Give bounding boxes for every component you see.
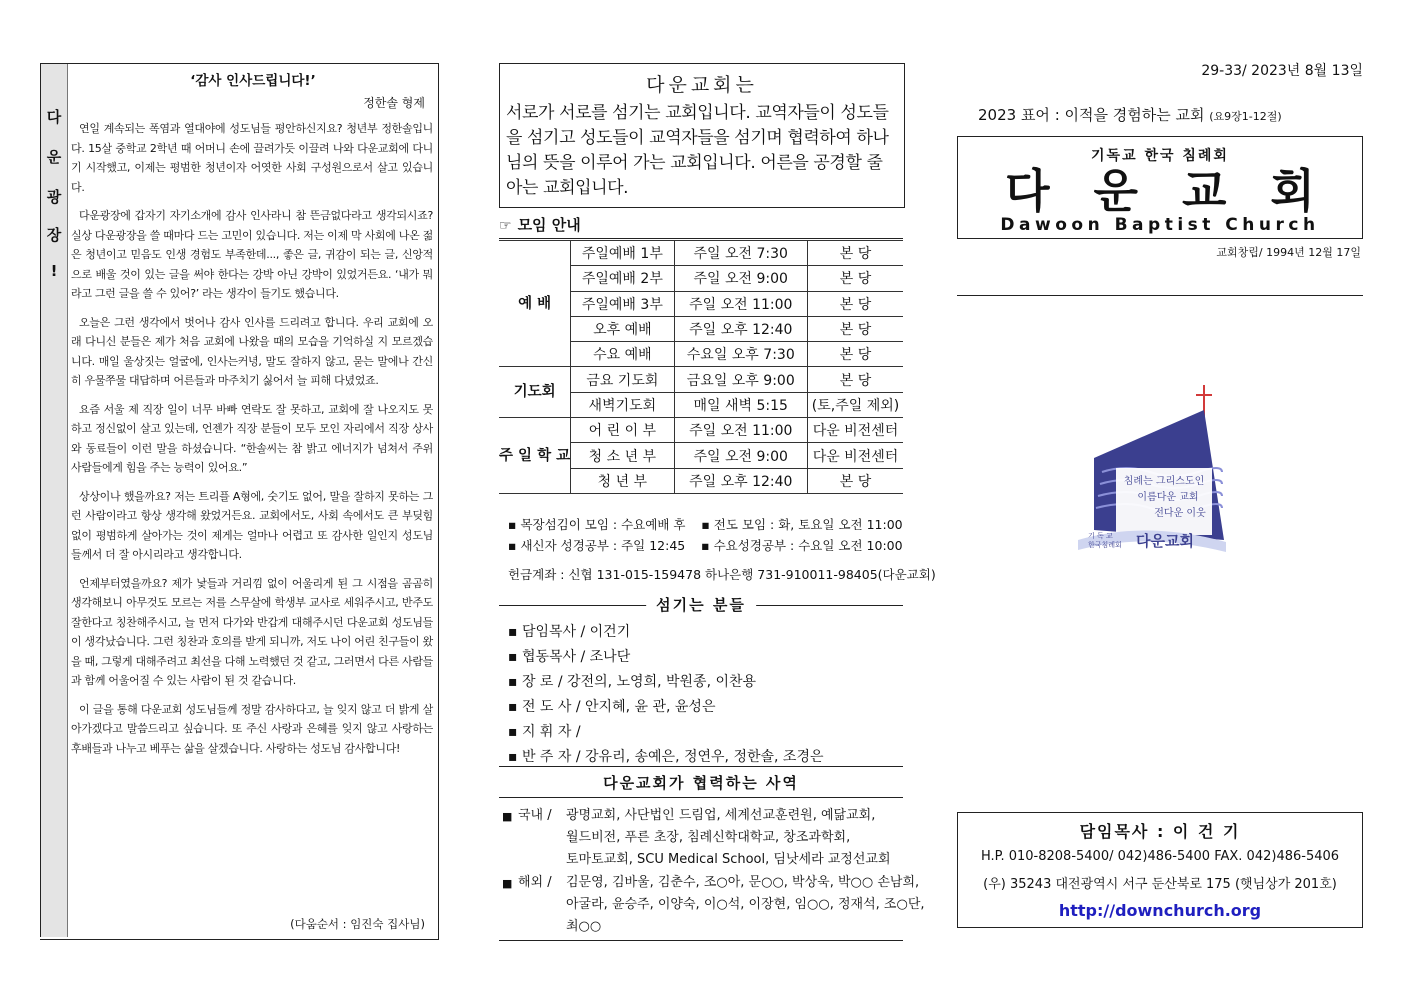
side-label-char: 다 (46, 108, 62, 126)
table-cell: 청 소 년 부 (571, 443, 674, 468)
table-cell: 주일 오전 9:00 (674, 443, 807, 468)
table-cell: 금요일 오후 9:00 (674, 367, 807, 392)
divider (957, 295, 1363, 296)
intro-box (499, 63, 905, 208)
table-cell: 어 린 이 부 (571, 418, 674, 443)
coop-overseas-label: 해외 / (518, 875, 552, 890)
contact-box (957, 812, 1363, 928)
table-cell: 금요 기도회 (571, 367, 674, 392)
logo-line: 이름다운 교회 (1137, 492, 1199, 503)
table-cell: 주일 오전 11:00 (674, 291, 807, 316)
group-label-prayer: 기도회 (499, 367, 571, 418)
coop-overseas-list (566, 872, 925, 938)
note-item: ▪ 수요성경공부 : 수요일 오전 10:00 (701, 538, 903, 553)
essay-author: 정한솔 형제 (363, 96, 425, 110)
year-motto (978, 104, 1282, 125)
church-name: 다운교회 (1005, 164, 1359, 218)
motto-text: 2023 표어 : 이적을 경험하는 교회 (978, 106, 1205, 124)
divider (499, 940, 903, 941)
table-cell: 주일 오후 12:40 (674, 316, 807, 341)
list-item: 최○○ (566, 919, 602, 934)
bullet-icon: ■ (502, 877, 513, 890)
essay-paragraph: 오늘은 그런 생각에서 벗어나 감사 인사를 드리려고 합니다. 우리 교회에 오래 다니신 분들은 제가 처음 교회에 나왔을 때의 모습을 기억하실 지 모르겠습니다. 매일 울상짓는 얼굴에, 인사는커녕, 말도 잘하지 않고, 묻는 말에나 간신히 우물쭈물 대답하며 어른들과 마주치기 싫어서 늘 피해 다녔었죠. (71, 315, 433, 387)
meeting-notes (508, 514, 903, 556)
notes-row (508, 514, 903, 535)
motto-reference: (요9장1-12절) (1209, 110, 1282, 123)
list-item: 김문영, 김바울, 김춘수, 조○아, 문○○, 박상욱, 박○○ 손남희, (566, 875, 920, 890)
list-item: ▪ 협동목사 / 조나단 (508, 649, 631, 665)
logo-small: 기 독 교 (1088, 532, 1113, 540)
table-cell: 본 당 (808, 241, 904, 266)
offering-account: 헌금계좌 : 신협 131-015-159478 하나은행 731-910011-98405(다운교회) (508, 567, 936, 582)
essay-paragraph: 연일 계속되는 폭염과 열대야에 성도님들 평안하신지요? 청년부 정한솔입니다. 15살 중학교 2학년 때 어머니 손에 끌려가듯 이끌려 나와 다운교회에 다니기 시작했고, 이제는 평범한 청년이자 어엿한 사회 구성원으로서 살고 있습니다. (71, 122, 433, 194)
list-item: 토마토교회, SCU Medical School, 딤낫세라 교정선교회 (566, 852, 891, 867)
list-item: 광명교회, 사단법인 드림업, 세계선교훈련원, 예닮교회, (566, 808, 876, 823)
table-cell: 오후 예배 (571, 316, 674, 341)
table-cell: 수요 예배 (571, 342, 674, 367)
logo-small: 한국침례회 (1088, 541, 1122, 549)
note-item: ▪ 목장섬김이 모임 : 수요예배 후 (508, 517, 686, 532)
table-row (499, 241, 903, 266)
side-label-strip (41, 64, 68, 937)
table-cell: 본 당 (808, 291, 904, 316)
servers-list (508, 620, 824, 770)
table-cell: 본 당 (808, 266, 904, 291)
table-cell: 주일예배 2부 (571, 266, 674, 291)
essay-paragraph: 요즘 서울 제 직장 일이 너무 바빠 연락도 잘 못하고, 교회에 잘 나오지도 못하고 정신없이 살고 있는데, 언젠가 직장 분들이 모두 모인 자리에서 직장 상사와 동료들이 이런 말을 하셨습니다. “한솔씨는 참 밝고 에너지가 넘쳐서 주위 사람들에게 힘을 주는 능력이 있어요.” (71, 402, 433, 474)
intro-text: 서로가 서로를 섬기는 교회입니다. 교역자들이 성도들을 섬기고 성도들이 교역자들을 섬기며 협력하여 하나님의 뜻을 이루어 가는 교회입니다. 어른을 공경할 줄 아는 교회입니다. (506, 103, 889, 198)
meetings-heading (499, 214, 581, 235)
servers-heading (499, 594, 903, 616)
logo-line: 침례는 그리스도인 (1123, 476, 1205, 487)
essay-title: ‘감사 인사드립니다!’ (190, 73, 316, 89)
essay-paragraph: 다운광장에 갑자기 자기소개에 감사 인사라니 참 뜬금없다라고 생각되시죠? 실상 다운광장을 쓸 때마다 드는 고민이 있습니다. 저는 이제 막 사회에 나온 젊은 청년이고 믿음도 인생 경험도 부족한데..., 좋은 글, 귀감이 되는 글, 신앙적으로 배울 것이 있는 글을 써야 한다는 강박 아닌 강박이 있었거든요. ‘내가 뭐라고 그런 글을 쓸 수 있어?’ 라는 생각이 들기도 했습니다. (71, 209, 433, 300)
essay-signoff: (다움순서 : 임진숙 집사님) (290, 917, 425, 931)
group-label-worship: 예 배 (499, 241, 571, 367)
list-item: 아굴라, 윤승주, 이양숙, 이○석, 이장현, 임○○, 정재석, 조○단, (566, 897, 925, 912)
note-item: ▪ 새신자 성경공부 : 주일 12:45 (508, 538, 686, 553)
table-cell: 새벽기도회 (571, 392, 674, 417)
logo-name: 다운교회 (1136, 532, 1194, 550)
table-cell: 주일예배 3부 (571, 291, 674, 316)
senior-pastor: 담임목사 : 이 건 기 (1079, 822, 1241, 841)
essay-paragraph: 상상이나 했을까요? 저는 트리플 A형에, 숫기도 없어, 말을 잘하지 못하는 그런 사람이라고 항상 생각해 왔었거든요. 교회에서도, 사회 속에서도 큰 부딪힘 없이 평범하게 살아가는 것이 제게는 얼마나 어렵고 또 감사한 일인지 성도님들께서 더 잘 아시리라고 생각합니다. (71, 489, 433, 561)
postal-address: (우) 35243 대전광역시 서구 둔산북로 175 (햇님상가 201호) (983, 877, 1337, 892)
essay-paragraph: 이 글을 통해 다운교회 성도님들께 정말 감사하다고, 늘 잊지 않고 더 밝게 살아가겠다고 말씀드리고 싶습니다. 또 주신 사랑과 은혜를 잊지 않고 사랑하는 후배들과 나누고 베푸는 삶을 살겠습니다. 사랑하는 성도님 감사합니다! (71, 702, 433, 755)
table-row (499, 418, 903, 443)
table-cell: 본 당 (808, 342, 904, 367)
table-cell: 수요일 오후 7:30 (674, 342, 807, 367)
coop-domestic-label: 국내 / (518, 808, 552, 823)
website-link[interactable]: http://downchurch.org (1058, 901, 1262, 920)
table-cell: 본 당 (808, 468, 904, 493)
meetings-heading-label: 모임 안내 (517, 216, 581, 234)
church-name-english: Dawoon Baptist Church (1000, 215, 1320, 235)
table-cell: 주일 오전 9:00 (674, 266, 807, 291)
masthead-box (957, 136, 1363, 239)
side-label-char: 장 (46, 226, 62, 244)
table-cell: 다운 비전센터 (808, 418, 904, 443)
church-logo (1076, 380, 1226, 580)
coop-domestic-list (566, 805, 891, 871)
coop-heading: 다운교회가 협력하는 사역 (603, 774, 799, 792)
table-cell: 주일예배 1부 (571, 241, 674, 266)
divider (499, 797, 903, 798)
table-cell: 주일 오전 11:00 (674, 418, 807, 443)
divider (499, 238, 903, 239)
side-label-char: 광 (46, 188, 62, 206)
table-row (499, 367, 903, 392)
table-cell: (토,주일 제외) (808, 392, 904, 417)
founding-date: 교회창립/ 1994년 12월 17일 (1216, 246, 1361, 259)
table-cell: 다운 비전센터 (808, 443, 904, 468)
bullet-icon: ■ (502, 810, 513, 823)
meeting-schedule-table (499, 240, 903, 494)
phone-numbers: H.P. 010-8208-5400/ 042)486-5400 FAX. 042)486-5406 (980, 849, 1340, 864)
list-item: 월드비전, 푸른 초장, 침례신학대학교, 창조과학회, (566, 830, 851, 845)
list-item: ▪ 지 휘 자 / (508, 724, 581, 740)
notes-row (508, 535, 903, 556)
table-cell: 주일 오전 7:30 (674, 241, 807, 266)
table-cell: 본 당 (808, 367, 904, 392)
list-item: ▪ 담임목사 / 이건기 (508, 624, 631, 640)
divider (499, 766, 903, 767)
note-item: ▪ 전도 모임 : 화, 토요일 오전 11:00 (701, 517, 903, 532)
list-item: ▪ 반 주 자 / 강유리, 송예은, 정연우, 정한솔, 조경은 (508, 749, 824, 765)
table-cell: 주일 오후 12:40 (674, 468, 807, 493)
pointing-hand-icon: ☞ (499, 218, 512, 234)
table-cell: 본 당 (808, 316, 904, 341)
table-cell: 청 년 부 (571, 468, 674, 493)
list-item: ▪ 전 도 사 / 안지혜, 윤 관, 윤성은 (508, 699, 716, 715)
table-cell: 매일 새벽 5:15 (674, 392, 807, 417)
group-label-sunday-school: 주 일 학 교 (499, 418, 571, 494)
essay-body (71, 119, 433, 767)
side-label-char: 운 (46, 148, 62, 166)
essay-panel (40, 63, 439, 940)
denomination: 기독교 한국 침례회 (1091, 148, 1229, 164)
intro-title: 다운교회는 (646, 74, 758, 96)
side-label-char: ! (50, 262, 58, 280)
essay-paragraph: 언제부터였을까요? 제가 낯들과 거리낌 없이 어울리게 된 그 시점을 곰곰히 생각해보니 아무것도 모르는 저를 스무살에 학생부 교사로 세워주시고, 반주도 잘한다고 칭찬해주시고, 늘 먼저 다가와 반갑게 대해주시던 다운교회 성도님들이 생각났습니다. 그런 칭찬과 호의를 받게 되니까, 저도 나이 어린 친구들이 왔을 때, 그렇게 대해주려고 최선을 다해 노력했던 것 같고, 그러면서 다른 사람들과 함께 어울어질 수 있는 사람이 된 것 같습니다. (71, 576, 433, 687)
issue-date: 29-33/ 2023년 8월 13일 (1201, 63, 1363, 79)
logo-line: 전다운 이웃 (1154, 508, 1206, 519)
list-item: ▪ 장 로 / 강전의, 노영희, 박원종, 이찬용 (508, 674, 757, 690)
servers-heading-label: 섬기는 분들 (646, 594, 756, 615)
